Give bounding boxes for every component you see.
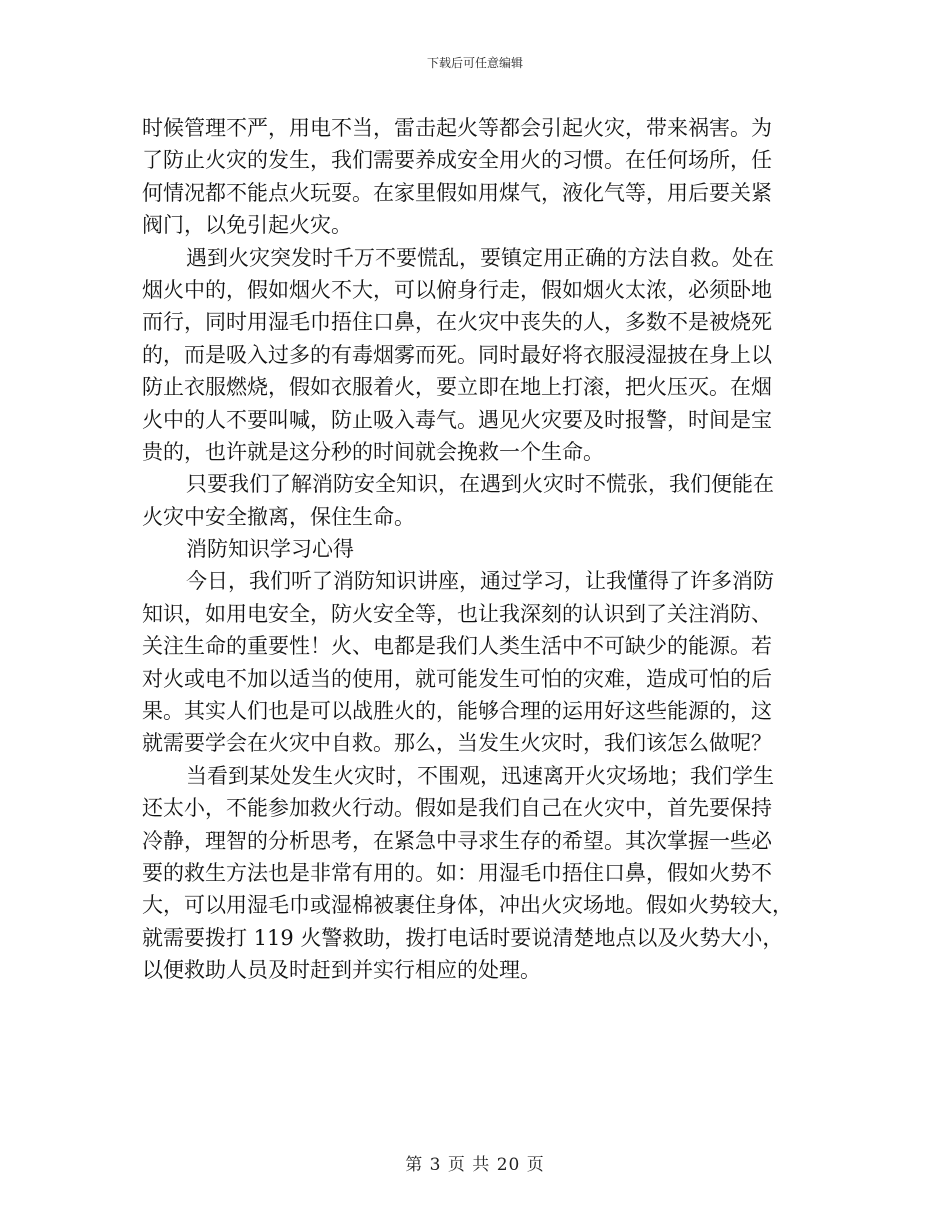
paragraph-line: 就需要学会在火灾中自救。那么，当发生火灾时，我们该怎么做呢？ xyxy=(142,731,772,756)
paragraph-line: 时候管理不严，用电不当，雷击起火等都会引起火灾，带来祸害。为 xyxy=(142,116,772,140)
paragraph-line: 而行，同时用湿毛巾捂住口鼻，在火灾中丧失的人，多数不是被烧死 xyxy=(142,310,772,335)
paragraph-line: 以便救助人员及时赶到并实行相应的处理。 xyxy=(142,958,541,983)
paragraph-line: 防止衣服燃烧，假如衣服着火，要立即在地上打滚，把火压灭。在烟 xyxy=(142,375,772,400)
paragraph-line: 何情况都不能点火玩耍。在家里假如用煤气，液化气等，用后要关紧 xyxy=(142,180,772,205)
paragraph-line: 就需要拨打 119 火警救助，拨打电话时要说清楚地点以及火势大小， xyxy=(142,925,784,950)
paragraph-line: 冷静，理智的分析思考，在紧急中寻求生存的希望。其次掌握一些必 xyxy=(142,828,772,853)
paragraph-line: 贵的，也许就是这分秒的时间就会挽救一个生命。 xyxy=(142,439,604,464)
paragraph-line: 要的救生方法也是非常有用的。如：用湿毛巾捂住口鼻，假如火势不 xyxy=(142,860,772,885)
paragraph-first-line: 消防知识学习心得 xyxy=(186,537,354,562)
paragraph-line: 对火或电不加以适当的使用，就可能发生可怕的灾难，造成可怕的后 xyxy=(142,666,772,691)
paragraph-line: 大，可以用湿毛巾或湿棉被裹住身体，冲出火灾场地。假如火势较大， xyxy=(142,893,793,918)
paragraph-line: 的，而是吸入过多的有毒烟雾而死。同时最好将衣服浸湿披在身上以 xyxy=(142,342,772,367)
document-body xyxy=(142,112,808,987)
paragraph-line: 果。其实人们也是可以战胜火的，能够合理的运用好这些能源的，这 xyxy=(142,699,772,724)
paragraph-line: 烟火中的，假如烟火不大，可以俯身行走，假如烟火太浓，必须卧地 xyxy=(142,277,772,302)
paragraph-first-line: 遇到火灾突发时千万不要慌乱，要镇定用正确的方法自救。处在 xyxy=(186,245,774,270)
paragraph-line: 阀门，以免引起火灾。 xyxy=(142,213,352,238)
paragraph-line: 还太小，不能参加救火行动。假如是我们自己在火灾中，首先要保持 xyxy=(142,796,772,821)
paragraph-first-line: 今日，我们听了消防知识讲座，通过学习，让我懂得了许多消防 xyxy=(186,569,774,594)
paragraph-first-line: 只要我们了解消防安全知识，在遇到火灾时不慌张，我们便能在 xyxy=(186,472,774,497)
page-number-footer: 第 3 页 共 20 页 xyxy=(405,1155,545,1175)
paragraph-line: 了防止火灾的发生，我们需要养成安全用火的习惯。在任何场所，任 xyxy=(142,148,772,173)
paragraph-line: 火中的人不要叫喊，防止吸入毒气。遇见火灾要及时报警，时间是宝 xyxy=(142,407,772,432)
paragraph-line: 火灾中安全撤离，保住生命。 xyxy=(142,504,415,529)
paragraph-line: 知识，如用电安全，防火安全等，也让我深刻的认识到了关注消防、 xyxy=(142,601,772,626)
paragraph-first-line: 当看到某处发生火灾时，不围观，迅速离开火灾场地；我们学生 xyxy=(186,763,774,788)
paragraph-line: 关注生命的重要性！火、电都是我们人类生活中不可缺少的能源。若 xyxy=(142,634,772,659)
page-header: 下载后可任意编辑 xyxy=(426,56,523,70)
